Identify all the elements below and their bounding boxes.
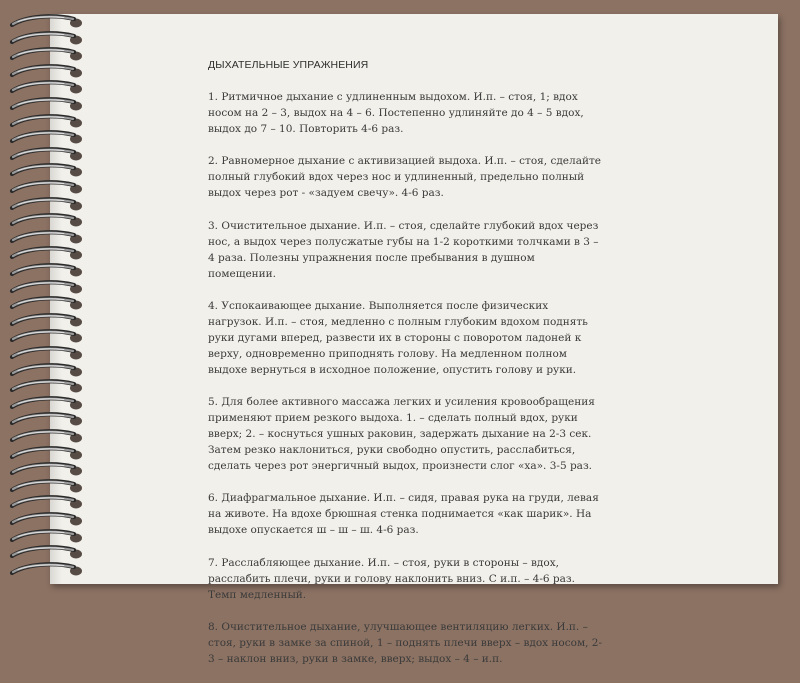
document-body [208,41,603,683]
binding-ring-icon [8,230,86,246]
paragraph-3: 3. Очистительное дыхание. И.п. – стоя, сделайте глубокий вдох через нос, а выдох через полусжатые губы на 1-2 короткими толчками в 3 – 4 раза. Полезны упражнения после пребывания в душном помещении. [208,219,599,280]
paragraph-4: 4. Успокаивающее дыхание. Выполняется после физических нагрузок. И.п. – стоя, медленно с полным глубоким вдохом поднять руки дугами вперед, развести их в стороны с поворотом ладоней к верху, одновременно приподнять голову. На медленном полном выдохе вернуться в исходное положение, опустить голову и руки. [208,299,588,376]
binding-ring-icon [8,396,86,412]
binding-ring-icon [8,512,86,528]
binding-ring-icon [8,446,86,462]
binding-ring-icon [8,163,86,179]
paragraph-5: 5. Для более активного массажа легких и усиления кровообращения применяют прием резкого выдоха. 1. – сделать полный вдох, руки вверх; 2. – коснуться ушных раковин, задержать дыхание на 2-3 сек. Затем резко наклониться, руки свободно опустить, расслабиться, сделать через рот энергичный выдох, произнести слог «ха». 3-5 раз. [208,396,595,473]
binding-ring-icon [8,562,86,578]
binding-ring-icon [8,180,86,196]
paragraph-2: 2. Равномерное дыхание с активизацией выдоха. И.п. – стоя, сделайте полный глубокий вдох через нос и удлиненный, предельно полный выдох через рот - «задуем свечу». 4-6 раз. [208,155,601,200]
binding-ring-icon [8,495,86,511]
binding-ring-icon [8,429,86,445]
paragraph-6: 6. Диафрагмальное дыхание. И.п. – сидя, правая рука на груди, левая на животе. На вдохе брюшная стенка поднимается «как шарик». На выдохе опускается ш – ш – ш. 4-6 раз. [208,492,599,537]
binding-ring-icon [8,263,86,279]
binding-ring-icon [8,114,86,130]
binding-ring-icon [8,47,86,63]
binding-ring-icon [8,197,86,213]
binding-ring-icon [8,379,86,395]
binding-ring-icon [8,64,86,80]
binding-ring-icon [8,363,86,379]
binding-ring-icon [8,130,86,146]
binding-ring-icon [8,412,86,428]
binding-ring-icon [8,97,86,113]
binding-ring-icon [8,479,86,495]
binding-ring-icon [8,246,86,262]
binding-ring-icon [8,346,86,362]
binding-ring-icon [8,213,86,229]
binding-ring-icon [8,14,86,30]
paragraph-8: 8. Очистительное дыхание, улучшающее вентиляцию легких. И.п. – стоя, руки в замке за спиной, 1 – поднять плечи вверх – вдох носом, 2-3 – наклон вниз, руки в замке, вверх; выдох – 4 – и.п. [208,620,603,665]
binding-ring-icon [8,147,86,163]
spiral-binding [8,14,88,584]
binding-ring-icon [8,80,86,96]
binding-ring-icon [8,329,86,345]
binding-ring-icon [8,280,86,296]
binding-ring-icon [8,313,86,329]
paragraph-1: 1. Ритмичное дыхание с удлиненным выдохом. И.п. – стоя, 1; вдох носом на 2 – 3, выдох на 4 – 6. Постепенно удлиняйте до 4 – 5 вдох, выдох до 7 – 10. Повторить 4-6 раз. [208,91,584,136]
paragraph-7: 7. Расслабляющее дыхание. И.п. – стоя, руки в стороны – вдох, расслабить плечи, руки и голову наклонить вниз. С и.п. – 4-6 раз. Темп медленный. [208,556,575,601]
binding-ring-icon [8,31,86,47]
binding-ring-icon [8,296,86,312]
binding-ring-icon [8,462,86,478]
binding-ring-icon [8,529,86,545]
document-title: ДЫХАТЕЛЬНЫЕ УПРАЖНЕНИЯ [208,59,369,72]
binding-ring-icon [8,545,86,561]
